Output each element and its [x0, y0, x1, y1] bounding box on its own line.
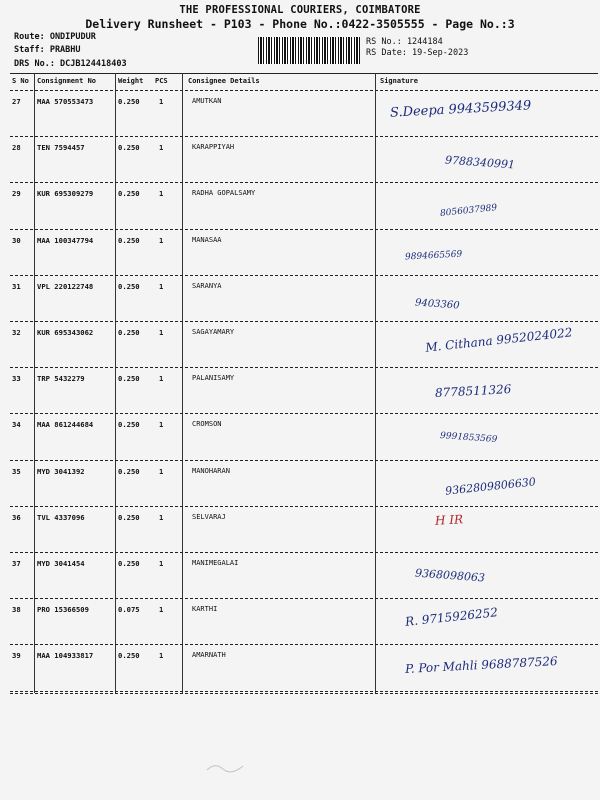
handwritten-signature: S.Deepa 9943599349: [389, 98, 532, 121]
rs-number: RS No.: 1244184: [366, 37, 443, 47]
row-divider: [10, 275, 598, 276]
handwritten-signature: P. Por Mahli 9688787526: [404, 654, 558, 677]
serial-number: 32: [12, 328, 21, 337]
pieces-count: 1: [159, 235, 164, 245]
pieces-count: 1: [159, 281, 164, 291]
weight-value: 0.250: [118, 374, 140, 384]
route-label: Route: ONDIPUDUR: [14, 32, 96, 42]
serial-number: 37: [12, 559, 21, 568]
weight-value: 0.075: [118, 605, 140, 615]
consignment-number: TVL 4337096: [37, 512, 85, 522]
serial-number: 27: [12, 97, 21, 106]
handwritten-signature: 9991853569: [439, 431, 498, 446]
weight-value: 0.250: [118, 651, 140, 661]
consignment-number: KUR 695309279: [37, 189, 94, 199]
ink-smudge-mark: [205, 760, 245, 774]
row-divider: [10, 413, 598, 414]
consignment-number: TEN 7594457: [37, 143, 85, 153]
consignee-name: RADHA GOPALSAMY: [192, 189, 256, 198]
pieces-count: 1: [159, 143, 164, 153]
handwritten-signature: 9788340991: [444, 153, 516, 172]
weight-value: 0.250: [118, 97, 140, 106]
consignee-name: KARTHI: [192, 605, 218, 614]
consignee-name: SAGAYAMARY: [192, 328, 235, 336]
column-header-sno: S No: [12, 77, 29, 85]
row-divider: [10, 644, 598, 645]
consignment-number: MAA 861244684: [37, 420, 94, 430]
handwritten-signature: R. 9715926252: [404, 605, 499, 630]
consignment-number: MYD 3041454: [37, 559, 85, 568]
column-header-consignment: Consignment No: [37, 77, 97, 85]
handwritten-signature: 9362809806630: [444, 474, 537, 498]
serial-number: 29: [12, 189, 21, 199]
pieces-count: 1: [159, 466, 164, 476]
consignment-number: MAA 100347794: [37, 235, 94, 245]
serial-number: 36: [12, 512, 21, 522]
column-header-weight: Weight: [118, 77, 144, 85]
consignee-name: PALANISAMY: [192, 374, 235, 383]
column-header-consignee: Consignee Details: [188, 77, 260, 85]
consignee-name: MANASAA: [192, 235, 222, 244]
weight-value: 0.250: [118, 189, 140, 199]
row-divider: [10, 691, 598, 692]
handwritten-signature: 9403360: [414, 297, 460, 312]
table-bottom-border: [10, 693, 598, 694]
row-divider: [10, 598, 598, 599]
consignment-number: KUR 695343062: [37, 328, 94, 337]
pieces-count: 1: [159, 651, 164, 661]
row-divider: [10, 460, 598, 461]
consignee-name: MANIMEGALAI: [192, 559, 239, 567]
pieces-count: 1: [159, 420, 164, 430]
row-divider: [10, 552, 598, 553]
rs-date: RS Date: 19-Sep-2023: [366, 48, 469, 58]
consignment-number: PRO 15366509: [37, 605, 89, 615]
row-divider: [10, 229, 598, 230]
consignment-number: MAA 104933817: [37, 651, 94, 661]
weight-value: 0.250: [118, 328, 140, 337]
consignment-number: VPL 220122748: [37, 281, 94, 291]
weight-value: 0.250: [118, 281, 140, 291]
serial-number: 28: [12, 143, 21, 153]
row-divider: [10, 182, 598, 183]
header-divider: [10, 90, 598, 91]
consignee-name: SARANYA: [192, 281, 222, 290]
column-header-signature: Signature: [380, 77, 418, 85]
serial-number: 38: [12, 605, 21, 615]
handwritten-signature: 9894665569: [404, 249, 463, 263]
consignee-name: AMARNATH: [192, 651, 226, 660]
consignee-name: SELVARAJ: [192, 512, 226, 521]
consignment-number: TRP 5432279: [37, 374, 85, 384]
row-divider: [10, 321, 598, 322]
column-header-pcs: PCS: [155, 77, 168, 85]
handwritten-signature: H IR: [434, 512, 464, 528]
serial-number: 30: [12, 235, 21, 245]
consignee-name: KARAPPIYAH: [192, 143, 235, 152]
consignee-name: MANOHARAN: [192, 466, 230, 475]
consignee-name: CROMSON: [192, 420, 222, 429]
pieces-count: 1: [159, 97, 164, 106]
consignment-number: MAA 570553473: [37, 97, 94, 106]
company-title: THE PROFESSIONAL COURIERS, COIMBATORE: [179, 4, 421, 16]
handwritten-signature: M. Cithana 9952024022: [424, 325, 574, 355]
staff-label: Staff: PRABHU: [14, 45, 81, 55]
pieces-count: 1: [159, 189, 164, 199]
serial-number: 34: [12, 420, 21, 430]
runsheet-subtitle: Delivery Runsheet - P103 - Phone No.:0422-3505555 - Page No.:3: [85, 17, 515, 31]
row-divider: [10, 506, 598, 507]
weight-value: 0.250: [118, 512, 140, 522]
row-divider: [10, 136, 598, 137]
weight-value: 0.250: [118, 235, 140, 245]
weight-value: 0.250: [118, 466, 140, 476]
weight-value: 0.250: [118, 420, 140, 430]
consignee-name: AMUTKAN: [192, 97, 222, 105]
handwritten-signature: 8056037989: [439, 203, 498, 220]
pieces-count: 1: [159, 605, 164, 615]
serial-number: 39: [12, 651, 21, 661]
serial-number: 33: [12, 374, 21, 384]
pieces-count: 1: [159, 559, 164, 568]
consignment-number: MYD 3041392: [37, 466, 85, 476]
pieces-count: 1: [159, 512, 164, 522]
weight-value: 0.250: [118, 143, 140, 153]
weight-value: 0.250: [118, 559, 140, 568]
drs-number: DRS No.: DCJB124418403: [14, 59, 127, 69]
serial-number: 35: [12, 466, 21, 476]
serial-number: 31: [12, 281, 21, 291]
handwritten-signature: 8778511326: [434, 382, 512, 401]
handwritten-signature: 9368098063: [414, 566, 486, 585]
pieces-count: 1: [159, 328, 164, 337]
barcode-image: [258, 37, 360, 64]
table-top-border: [10, 73, 598, 74]
pieces-count: 1: [159, 374, 164, 384]
row-divider: [10, 367, 598, 368]
